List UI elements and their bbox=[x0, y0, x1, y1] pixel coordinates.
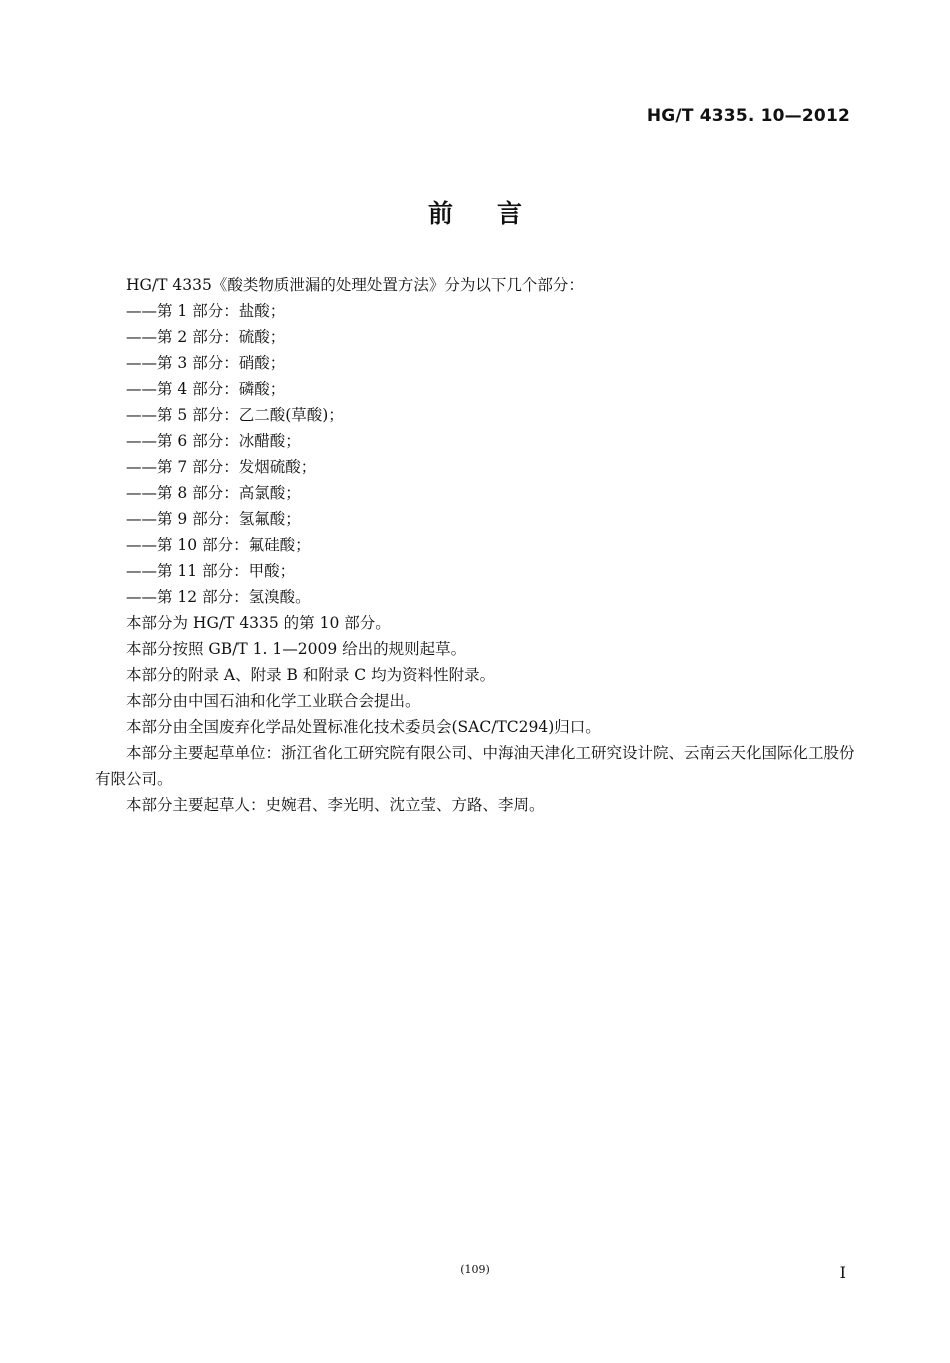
parts-list bbox=[95, 298, 860, 610]
list-item: ——第 10 部分：氟硅酸； bbox=[126, 536, 311, 554]
paragraph: 本部分主要起草单位：浙江省化工研究院有限公司、中海油天津化工研究设计院、云南云天化国际化工股份有限公司。 bbox=[95, 744, 855, 788]
list-item: ——第 11 部分：甲酸； bbox=[126, 562, 296, 580]
list-item: ——第 8 部分：高氯酸； bbox=[126, 484, 301, 502]
page-title: 前言 bbox=[427, 199, 566, 228]
list-item: ——第 7 部分：发烟硫酸； bbox=[126, 458, 317, 476]
paragraph: 本部分按照 GB/T 1. 1—2009 给出的规则起草。 bbox=[126, 640, 467, 658]
paragraph: 本部分主要起草人：史婉君、李光明、沈立莹、方路、李周。 bbox=[126, 796, 545, 814]
list-item: ——第 2 部分：硫酸； bbox=[126, 328, 286, 346]
intro-paragraph: HG/T 4335《酸类物质泄漏的处理处置方法》分为以下几个部分： bbox=[126, 276, 584, 294]
standard-code: HG/T 4335. 10—2012 bbox=[646, 106, 850, 126]
list-item: ——第 12 部分：氢溴酸。 bbox=[126, 588, 311, 606]
roman-page-number: I bbox=[839, 1263, 846, 1282]
list-item: ——第 9 部分：氢氟酸； bbox=[126, 510, 301, 528]
list-item: ——第 5 部分：乙二酸(草酸)； bbox=[126, 406, 344, 424]
paragraph: 本部分的附录 A、附录 B 和附录 C 均为资料性附录。 bbox=[126, 666, 496, 684]
document-body bbox=[95, 272, 860, 818]
paragraph: 本部分为 HG/T 4335 的第 10 部分。 bbox=[126, 614, 391, 632]
paragraph: 本部分由全国废弃化学品处置标准化技术委员会(SAC/TC294)归口。 bbox=[126, 718, 601, 736]
list-item: ——第 4 部分：磷酸； bbox=[126, 380, 286, 398]
list-item: ——第 6 部分：冰醋酸； bbox=[126, 432, 301, 450]
footer-page-number: (109) bbox=[460, 1263, 490, 1276]
paragraph: 本部分由中国石油和化学工业联合会提出。 bbox=[126, 692, 421, 710]
list-item: ——第 1 部分：盐酸； bbox=[126, 302, 286, 320]
list-item: ——第 3 部分：硝酸； bbox=[126, 354, 286, 372]
